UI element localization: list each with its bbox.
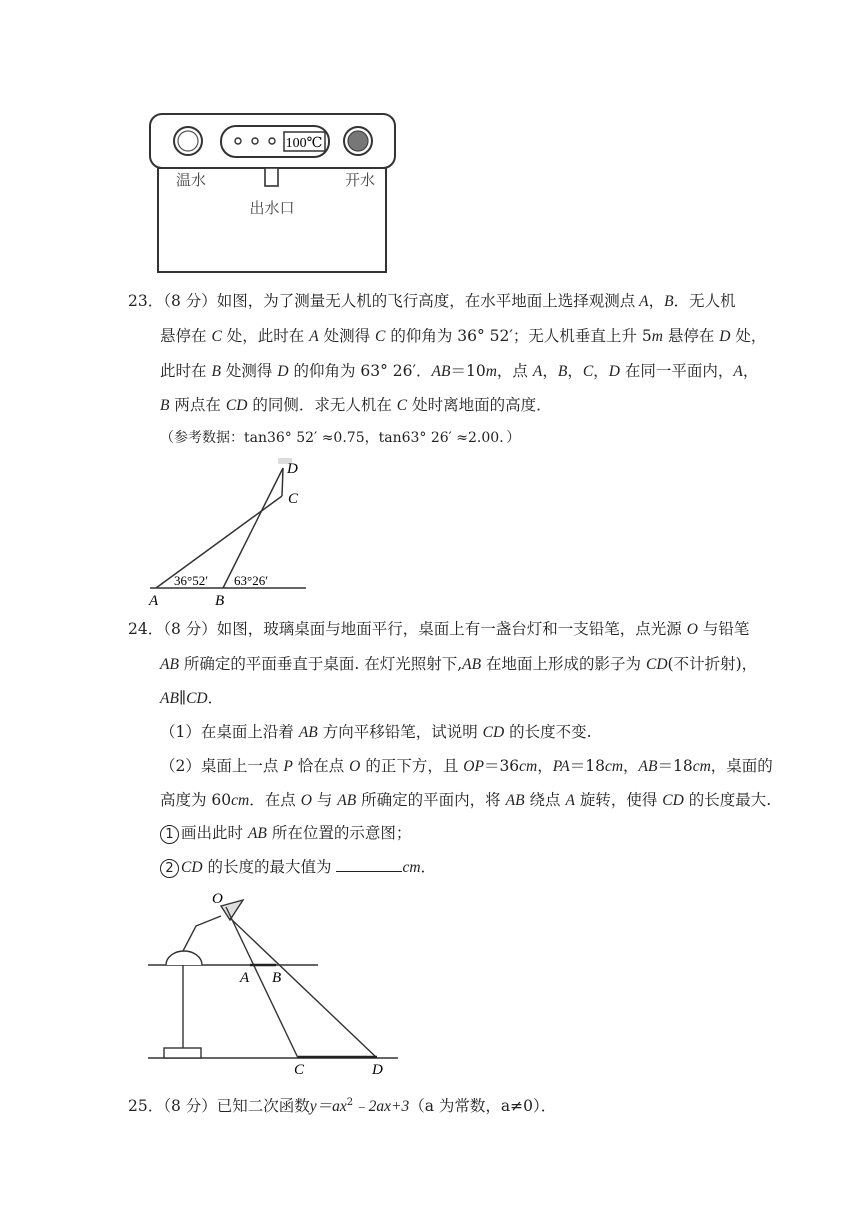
label-b: B: [215, 593, 225, 609]
q23-text: 的同侧．求无人机在: [252, 396, 392, 414]
parallel-statement: AB∥CD: [160, 690, 208, 707]
q24-text: ＝18: [569, 757, 605, 775]
q25-number: 25．: [128, 1097, 164, 1116]
q23-line4: B 两点在 CD 的同侧．求无人机在 C 处时离地面的高度．: [160, 396, 552, 414]
label-d: D: [372, 1062, 383, 1078]
q24-text: 画出此时: [181, 824, 244, 842]
label-a: A: [149, 593, 159, 609]
q24-text: 绕点: [529, 791, 561, 809]
q25-line1: [128, 1093, 556, 1117]
q24-part2-line2: 高度为 60cm．在点 O 与 AB 所确定的平面内，将 AB 绕点 A 旋转，使得 CD 的长度最大.: [160, 791, 772, 809]
water-dispenser-figure: [148, 112, 398, 277]
q25-text: （a 为常数，a≠0）．: [409, 1097, 557, 1116]
q25-function-rest: ﹣2ax+3: [353, 1098, 410, 1116]
q24-line3: [160, 688, 223, 709]
hot-water-label: 开水: [344, 173, 376, 189]
circled-number-2: 2: [160, 859, 179, 878]
q23-text: 处，此时在: [226, 327, 305, 345]
q23-text: 处测得: [323, 327, 371, 345]
answer-blank[interactable]: [336, 857, 402, 872]
segment-b-d: [223, 468, 283, 588]
lamp-foot: [164, 1048, 201, 1058]
q24-text: 所在位置的示意图；: [271, 824, 412, 842]
q23-text: 处测得: [225, 362, 273, 380]
q24-text: ．: [420, 858, 437, 876]
q24-text: 的长度不变.: [509, 723, 592, 741]
lamp-head: [221, 900, 243, 920]
q24-text: 方向平移铅笔，试说明: [322, 723, 478, 741]
q23-line3: 此时在 B 处测得 D 的仰角为 63° 26′．AB＝10m，点 A，B，C，D 在同一平面内，A，: [160, 362, 759, 380]
q23-reference-data: （参考数据：tan36° 52′ ≈0.75，tan63° 26′ ≈2.00．）: [160, 430, 521, 446]
ray-o-d: [230, 918, 377, 1058]
q24-text: ，: [537, 757, 553, 775]
q23-text: 的仰角为 63° 26′．: [293, 362, 432, 380]
q24-text: ．在点: [249, 791, 296, 809]
q24-text: ，桌面的: [710, 757, 773, 775]
q24-text: (不计折射)，: [667, 655, 758, 673]
q24-text: 的正下方，且: [365, 757, 459, 775]
q24-text: 旋转，使得: [579, 791, 658, 809]
q24-text: ＝36: [483, 757, 520, 775]
q24-text: 恰在点: [297, 757, 345, 775]
unit-cm: cm: [402, 859, 421, 876]
q23-text: ＝10: [450, 362, 486, 380]
q24-text: （1）在桌面上沿着: [160, 723, 294, 741]
label-d: D: [287, 461, 298, 477]
q24-text: ．: [207, 689, 224, 707]
q23-line1: 23．（8 分）如图，为了测量无人机的飞行高度，在水平地面上选择观测点 A，B．无人机: [128, 292, 736, 310]
label-b: B: [272, 970, 282, 986]
q24-subpart1: 1 画出此时 AB 所在位置的示意图；: [160, 823, 411, 844]
q24-line2: AB 所确定的平面垂直于桌面. 在灯光照射下,AB 在地面上形成的影子为 CD(不计折射)，: [160, 655, 758, 673]
water-outlet: [265, 168, 278, 186]
segment-d-c: [282, 468, 283, 496]
q23-text: 两点在: [174, 396, 221, 414]
q24-part1: （1）在桌面上沿着 AB 方向平移铅笔，试说明 CD 的长度不变.: [160, 723, 592, 741]
lamp-base: [166, 951, 202, 965]
q24-text: 所确定的平面内，将: [361, 791, 501, 809]
q24-figure: [146, 888, 404, 1080]
q24-text: （8 分）如图，玻璃桌面与地面平行，桌面上有一盏台灯和一支铅笔，点光源: [163, 620, 682, 638]
q24-text: 的长度的最大值为: [207, 858, 332, 876]
q25-exponent: 2: [346, 1097, 354, 1108]
ray-o-c: [226, 907, 298, 1058]
q23-figure: [146, 454, 311, 609]
label-a: A: [240, 970, 250, 986]
q24-line1: 24．（8 分）如图，玻璃桌面与地面平行，桌面上有一盏台灯和一支铅笔，点光源 O 与铅笔: [128, 620, 750, 638]
circled-number-1: 1: [160, 825, 179, 844]
q24-text: ＝18: [657, 757, 693, 775]
angle-b-label: 63°26′: [234, 573, 269, 588]
temperature-readout: 100℃: [285, 136, 323, 151]
q24-part2-line1: （2）桌面上一点 P 恰在点 O 的正下方，且 OP＝36cm，PA＝18cm，AB＝18cm，桌面的: [160, 757, 773, 775]
label-o: O: [212, 891, 223, 907]
label-c: C: [294, 1062, 305, 1078]
q23-text: 悬停在: [667, 327, 715, 345]
q23-text: 处，: [735, 327, 767, 345]
q23-text: 在同一平面内，: [624, 362, 734, 380]
warm-water-label: 温水: [175, 173, 207, 189]
angle-a-label: 36°52′: [174, 573, 209, 588]
q24-subpart2: 2 CD 的长度的最大值为 cm．: [160, 857, 436, 878]
q23-text: 的仰角为 36° 52′；无人机垂直上升 5: [390, 327, 652, 345]
outlet-label: 出水口: [249, 201, 295, 217]
q23-text: ，点: [496, 362, 528, 380]
q25-text: （8 分）已知二次函数: [163, 1097, 310, 1116]
q24-text: 与: [316, 791, 333, 809]
q24-text: 高度为 60: [160, 791, 232, 809]
q24-text: 与铅笔: [702, 620, 750, 638]
label-c: C: [288, 491, 299, 507]
lamp-arm: [183, 916, 221, 951]
q24-text: 的长度最大.: [688, 791, 772, 809]
q23-number: 23．: [128, 292, 164, 310]
q23-text: 此时在: [160, 362, 207, 380]
q24-text: 所确定的平面垂直于桌面. 在灯光照射下,: [183, 655, 463, 673]
q23-text: 悬停在: [160, 327, 207, 345]
q24-text: 在地面上形成的影子为: [486, 655, 642, 673]
q24-text: ，: [623, 757, 639, 775]
q24-text: （2）桌面上一点: [160, 757, 279, 775]
q23-text: （8 分）如图，为了测量无人机的飞行高度，在水平地面上选择观测点: [163, 292, 636, 310]
q23-text-tail: ．无人机: [673, 292, 736, 310]
q23-line2: 悬停在 C 处，此时在 A 处测得 C 的仰角为 36° 52′；无人机垂直上升 5m 悬停在 D 处，: [160, 327, 767, 345]
q24-number: 24．: [128, 620, 164, 638]
q25-function: y＝ax: [309, 1098, 347, 1116]
q23-text: 处时离地面的高度．: [412, 396, 552, 414]
